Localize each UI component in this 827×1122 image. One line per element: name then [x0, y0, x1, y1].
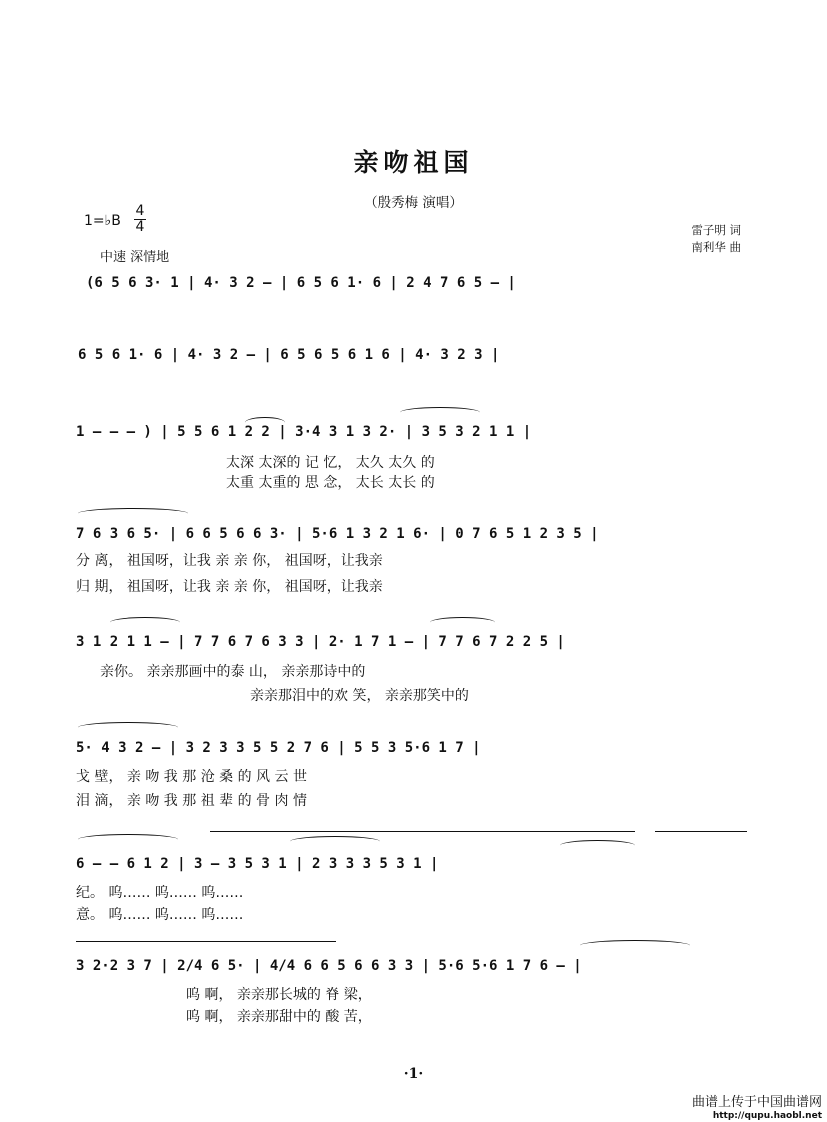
repeat-bracket — [655, 831, 747, 832]
page-number: ·1· — [403, 1066, 424, 1082]
key-signature: 1=♭B — [84, 213, 121, 229]
system-4-lyrics-verse2: 归 期， 祖国呀，让我 亲 亲 你， 祖国呀，让我亲 — [76, 579, 383, 595]
system-2-notes: 6 5 6 1· 6 | 4· 3 2 – | 6 5 6 5 6 1 6 | 4· 3 2 3 | — [78, 347, 500, 363]
footer-url[interactable]: http://qupu.haobl.net — [712, 1111, 822, 1121]
tempo-marking: 中速 深情地 — [100, 250, 170, 265]
slur — [78, 722, 178, 733]
system-3-notes: 1 – – – ) | 5 5 6 1 2 2 | 3·4 3 1 3 2· | 3 5 3 2 1 1 | — [76, 424, 532, 440]
slur — [110, 617, 180, 628]
system-7-lyrics-verse2: 意。 呜…… 呜…… 呜…… — [76, 907, 244, 923]
slur — [560, 840, 635, 851]
system-1-notes: (6 5 6 3· 1 | 4· 3 2 – | 6 5 6 1· 6 | 2 4 7 6 5 – | — [86, 275, 516, 291]
time-signature — [134, 204, 146, 235]
system-4-notes: 7 6 3 6 5· | 6 6 5 6 6 3· | 5·6 1 3 2 1 6· | 0 7 6 5 1 2 3 5 | — [76, 526, 599, 542]
slur — [245, 417, 285, 428]
repeat-bracket — [76, 941, 336, 942]
slur — [290, 836, 380, 847]
slur — [580, 940, 690, 951]
system-8-notes: 3 2·2 3 7 | 2/4 6 5· | 4/4 6 6 5 6 6 3 3 | 5·6 5·6 1 7 6 – | — [76, 958, 582, 974]
system-7-lyrics-verse1: 纪。 呜…… 呜…… 呜…… — [76, 885, 244, 901]
system-7-notes: 6 – – 6 1 2 | 3 – 3 5 3 1 | 2 3 3 3 5 3 1 | — [76, 856, 439, 872]
repeat-bracket — [210, 831, 635, 832]
slur — [400, 407, 480, 418]
footer-source-text: 曲谱上传于中国曲谱网 — [691, 1095, 822, 1110]
performer-subtitle: （殷秀梅 演唱） — [364, 195, 463, 211]
slur — [78, 834, 178, 845]
system-8-lyrics-verse2: 呜 啊， 亲亲那甜中的 酸 苦， — [186, 1009, 372, 1025]
system-6-lyrics-verse1: 戈 壁， 亲 吻 我 那 沧 桑 的 风 云 世 — [76, 769, 307, 785]
system-3-lyrics-verse1: 太深 太深的 记 忆， 太久 太久 的 — [226, 455, 435, 471]
song-title: 亲吻祖国 — [353, 148, 474, 177]
system-6-notes: 5· 4 3 2 – | 3 2 3 3 5 5 2 7 6 | 5 5 3 5·6 1 7 | — [76, 740, 481, 756]
system-5-lyrics-verse2: 亲亲那泪中的欢 笑， 亲亲那笑中的 — [250, 688, 469, 704]
system-8-lyrics-verse1: 呜 啊， 亲亲那长城的 脊 梁， — [186, 987, 372, 1003]
lyricist-credit: 雷子明 词 — [691, 223, 741, 237]
time-signature-bottom: 4 — [135, 219, 145, 235]
slur — [430, 617, 495, 628]
system-3-lyrics-verse2: 太重 太重的 思 念， 太长 太长 的 — [226, 475, 435, 491]
system-5-lyrics-verse1: 亲你。 亲亲那画中的泰 山， 亲亲那诗中的 — [100, 664, 366, 680]
time-signature-top: 4 — [135, 203, 145, 219]
composer-credit: 南利华 曲 — [691, 240, 741, 254]
system-4-lyrics-verse1: 分 离， 祖国呀，让我 亲 亲 你， 祖国呀，让我亲 — [76, 553, 383, 569]
system-6-lyrics-verse2: 泪 滴， 亲 吻 我 那 祖 辈 的 骨 肉 情 — [76, 793, 307, 809]
slur — [78, 508, 188, 519]
system-5-notes: 3 1 2 1 1 – | 7 7 6 7 6 3 3 | 2· 1 7 1 – | 7 7 6 7 2 2 5 | — [76, 634, 565, 650]
